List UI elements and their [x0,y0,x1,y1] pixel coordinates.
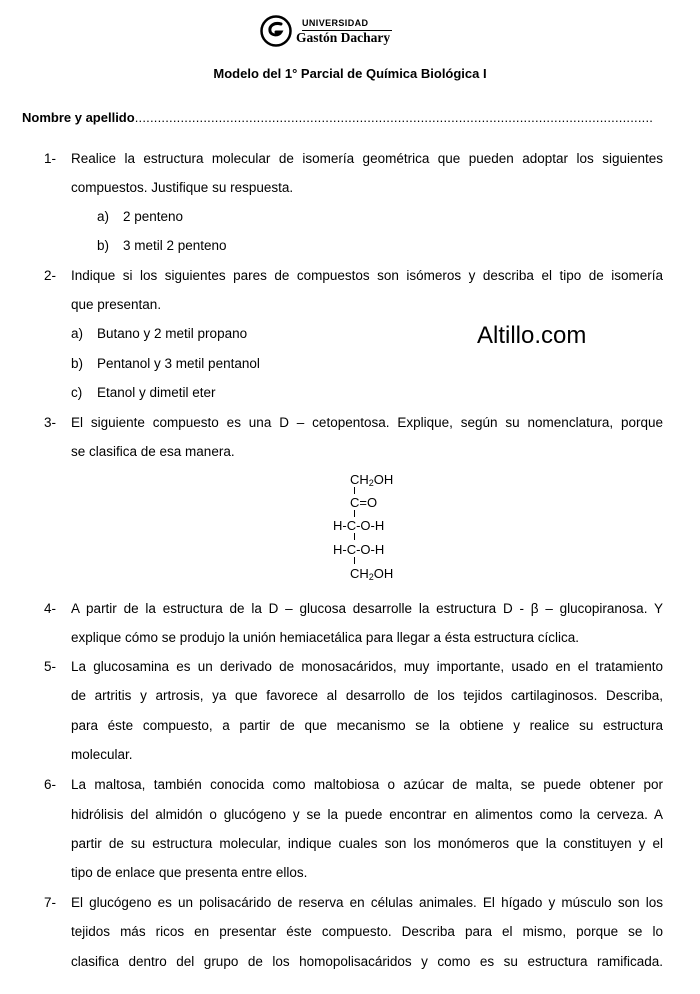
molecule-row: C=O [350,495,378,510]
university-name-top: UNIVERSIDAD [302,18,369,28]
item-text: 2 penteno [123,209,184,224]
question-text: de artritis y artrosis, ya que favorece al desarrollo de los tejidos cartilaginosos. Describa, [71,688,663,703]
question-text: tipo de enlace que presenta entre ellos. [71,865,308,880]
question-text: La maltosa, también conocida como maltobiosa o azúcar de malta, se puede obtener por [71,777,663,792]
university-emblem-icon [260,15,292,47]
name-label: Nombre y apellido [22,110,135,125]
question-text: compuestos. Justifique su respuesta. [71,180,294,195]
question-number: 7- [44,895,57,910]
item-letter: a) [97,209,110,224]
question-number: 5- [44,659,57,674]
molecule-row: H-C-O-H [333,542,385,557]
question-text: Indique si los siguientes pares de compuestos son isómeros y describa el tipo de isomería [71,268,663,283]
bond-line [354,487,355,494]
university-logo [260,14,400,48]
question-number: 4- [44,601,57,616]
question-text: El glucógeno es un polisacárido de reserva en células animales. El hígado y músculo son los [71,895,663,910]
page-title: Modelo del 1° Parcial de Química Biológica I [213,66,487,81]
question-text: partir de su estructura molecular, indique cuales son los monómeros que la constituyen y el [71,836,663,851]
question-text: El siguiente compuesto es una D – cetopentosa. Explique, según su nomenclatura, porque [71,415,663,430]
question-number: 2- [44,268,57,283]
item-letter: a) [71,326,84,341]
item-letter: c) [71,385,83,400]
question-text: clasifica dentro del grupo de los homopolisacáridos y como es su estructura ramificada. [71,954,663,969]
molecule-row: H-C-O-H [333,518,385,533]
university-name-bottom: Gastón Dachary [296,30,391,45]
item-text: 3 metil 2 penteno [123,238,227,253]
bond-line [354,557,355,564]
molecule-row: $CH_2OH$ [350,566,394,582]
ketopentose-structure [330,472,410,587]
item-letter: b) [71,356,84,371]
question-text: A partir de la estructura de la D – glucosa desarrolle la estructura D - β – glucopiranosa. Y [71,601,663,616]
question-text: Realice la estructura molecular de isomería geométrica que pueden adoptar los siguientes [71,151,663,166]
watermark: Altillo.com [477,322,587,349]
item-letter: b) [97,238,110,253]
question-text: se clasifica de esa manera. [71,444,235,459]
question-text: explique cómo se produjo la unión hemiacetálica para llegar a ésta estructura cíclica. [71,630,580,645]
question-text: hidrólisis del almidón o glucógeno y se la puede encontrar en alimentos como la cerveza. A [71,807,663,822]
bond-line [354,533,355,540]
item-text: Etanol y dimetil eter [97,385,216,400]
question-text: que presentan. [71,297,162,312]
name-dots: ........................................................................................................................................ [134,110,654,125]
item-text: Butano y 2 metil propano [97,326,248,341]
question-text: La glucosamina es un derivado de monosacáridos, muy importante, usado en el tratamiento [71,659,663,674]
molecule-row: $CH_2OH$ [350,472,394,488]
question-number: 6- [44,777,57,792]
question-text: molecular. [71,747,133,762]
question-text: tejidos más ricos en presentar éste compuesto. Describa para el mismo, porque se lo [71,924,663,939]
question-number: 1- [44,151,57,166]
item-text: Pentanol y 3 metil pentanol [97,356,260,371]
question-text: para éste compuesto, a partir de que mecanismo se la obtiene y realice su estructura [71,718,663,733]
bond-line [354,510,355,517]
name-field [22,110,653,125]
question-number: 3- [44,415,57,430]
